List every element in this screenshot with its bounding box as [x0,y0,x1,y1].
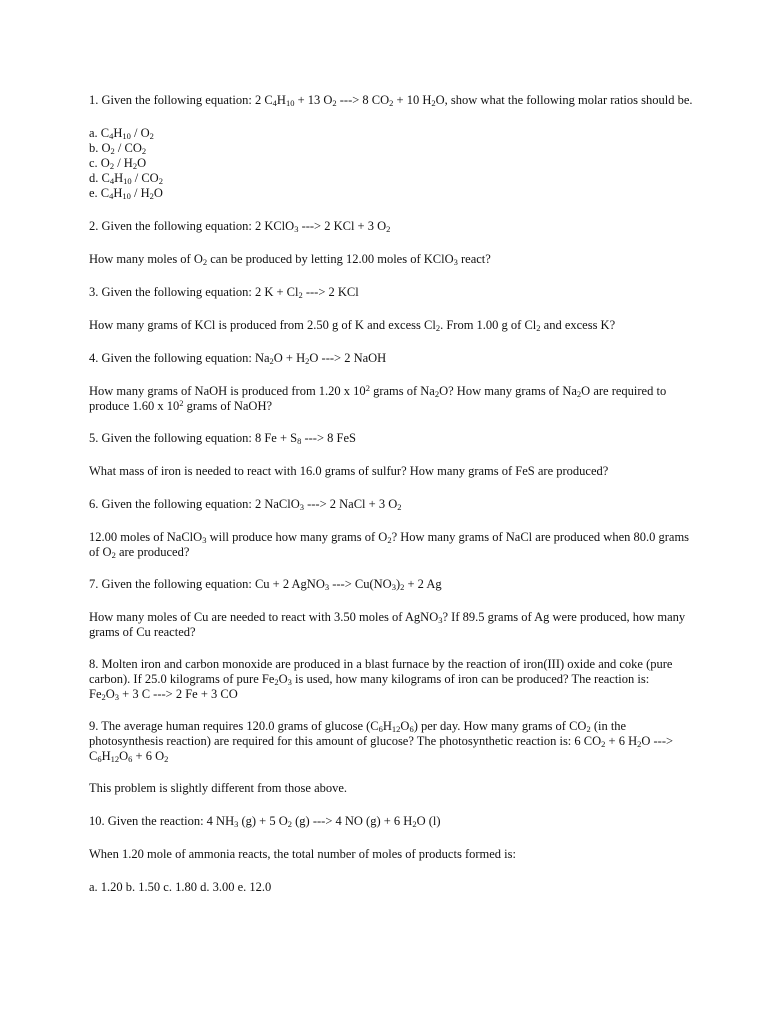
question-3: 3. Given the following equation: 2 $K + Cl_2$ ---> 2 KCl [89,285,359,301]
option-c: c. $O_2 / H_2O$ [89,156,147,172]
question-8-block [89,657,694,702]
question-2-prompt: How many moles of $O_2$ can be produced by letting 12.00 moles of KClO$_3$ react? [89,252,491,268]
option-e: e. $C_4H_{10} / H_2O$ [89,186,163,202]
question-9: 9. The average human requires 120.0 grams of glucose $(C_6H_{12}O_6)$ per day. How many grams of $CO_2$ (in the photosynthesis reaction) are required for this amount of glucose? The photosynthetic reaction is: 6 $CO_2 + 6$ $H_2O$ ---> $C_6H_{12}O_6 + 6$ $O_2$ [89,719,674,765]
question-7-prompt: How many moles of Cu are needed to react with 3.50 moles of AgNO$_3$? If 89.5 grams of Ag were produced, how many grams of Cu reacted? [89,610,686,639]
question-5-prompt: What mass of iron is needed to react with 16.0 grams of sulfur? How many grams of FeS are produced? [89,464,609,478]
question-4-prompt: How many grams of NaOH is produced from 1.20 x $10^2$ grams of $Na_2O$? How many grams of $Na_2O$ are required to produce 1.60 x $10^2$ grams of NaOH? [89,383,667,413]
question-3-prompt: How many grams of KCl is produced from 2.50 g of K and excess $Cl_2$. From 1.00 g of $Cl_2$ and excess K? [89,318,616,334]
question-8-reaction: $Fe_2O_3 + 3$ C ---> 2 Fe + 3 CO [89,687,238,703]
question-10: 10. Given the reaction: 4 $NH_3$ (g) + 5 $O_2$ (g) ---> 4 NO (g) + 6 $H_2O$ (l) [89,814,441,830]
option-a: a. $C_4H_{10} / O_2$ [89,126,154,142]
question-8: 8. Molten iron and carbon monoxide are produced in a blast furnace by the reaction of iron(III) oxide and coke (pure carbon). If 25.0 kilograms of pure $Fe_2O_3$ is used, how many kilograms of iron can be produced? The reaction is: [89,657,673,688]
question-7: 7. Given the following equation: Cu + 2 AgNO$_3$ ---> $Cu(NO_3)_2 + 2$ Ag [89,577,442,593]
question-6: 6. Given the following equation: 2 NaClO$_3$ ---> 2 NaCl + 3 $O_2$ [89,497,402,513]
question-5: 5. Given the following equation: 8 $Fe + S_8$ ---> 8 FeS [89,431,356,447]
question-4: 4. Given the following equation: $Na_2O + H_2O$ ---> 2 NaOH [89,351,387,367]
question-1: 1. Given the following equation: 2 $C_4H_{10} + 13$ $O_2$ ---> 8 $CO_2 + 10$ $H_2O$, show what the following molar ratios should be. [89,93,693,109]
question-6-prompt: 12.00 moles of NaClO$_3$ will produce how many grams of $O_2$? How many grams of NaCl are produced when 80.0 grams of $O_2$ are produced? [89,530,690,561]
question-10-choices: a. 1.20 b. 1.50 c. 1.80 d. 3.00 e. 12.0 [89,880,272,894]
question-10-prompt: When 1.20 mole of ammonia reacts, the total number of moles of products formed is: [89,847,516,861]
question-2: 2. Given the following equation: 2 KClO$_3$ ---> 2 KCl + 3 $O_2$ [89,219,391,235]
question-9-note: This problem is slightly different from those above. [89,781,348,795]
option-d: d. $C_4H_{10} / CO_2$ [89,171,163,187]
question-1-options [89,126,694,201]
option-b: b. $O_2 / CO_2$ [89,141,147,157]
